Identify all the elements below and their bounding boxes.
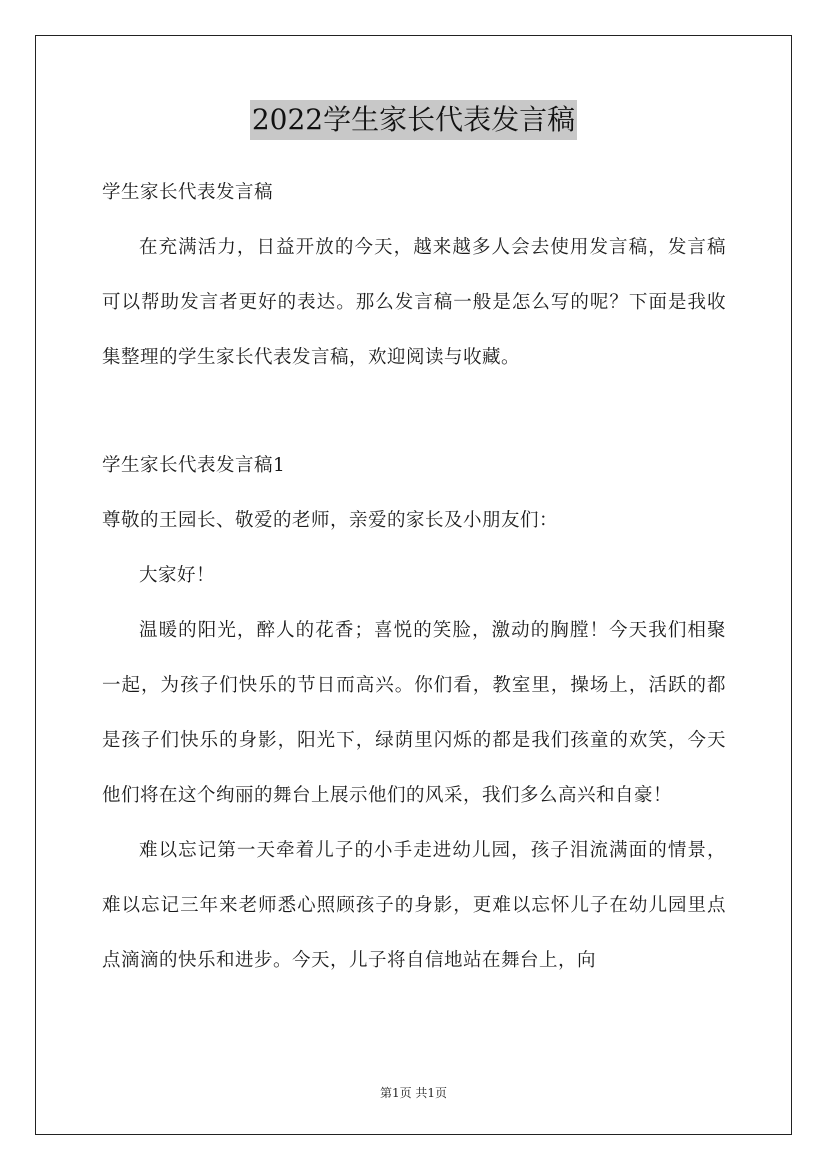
body-paragraph-1: 温暖的阳光，醉人的花香；喜悦的笑脸，激动的胸膛！今天我们相聚一起，为孩子们快乐的节日而高兴。你们看，教室里，操场上，活跃的都是孩子们快乐的身影，阳光下，绿荫里闪烁的都是我们孩童的欢笑，今天他们将在这个绚丽的舞台上展示他们的风采，我们多么高兴和自豪！ — [102, 620, 726, 806]
salutation: 尊敬的王园长、敬爱的老师，亲爱的家长及小朋友们： — [102, 510, 559, 531]
subtitle: 学生家长代表发言稿 — [102, 182, 274, 203]
title-container — [0, 100, 827, 140]
document-title: 2022学生家长代表发言稿 — [250, 100, 577, 140]
intro-paragraph: 在充满活力，日益开放的今天，越来越多人会去使用发言稿，发言稿可以帮助发言者更好的表达。那么发言稿一般是怎么写的呢？下面是我收集整理的学生家长代表发言稿，欢迎阅读与收藏。 — [102, 237, 726, 368]
document-body — [102, 165, 726, 988]
spacer — [102, 385, 726, 438]
greeting: 大家好！ — [139, 565, 216, 586]
page-footer: 第1页 共1页 — [379, 1086, 448, 1100]
section-heading: 学生家长代表发言稿1 — [102, 455, 286, 476]
body-paragraph-2: 难以忘记第一天牵着儿子的小手走进幼儿园，孩子泪流满面的情景，难以忘记三年来老师悉心照顾孩子的身影，更难以忘怀儿子在幼儿园里点点滴滴的快乐和进步。今天，儿子将自信地站在舞台上，向 — [102, 840, 726, 971]
